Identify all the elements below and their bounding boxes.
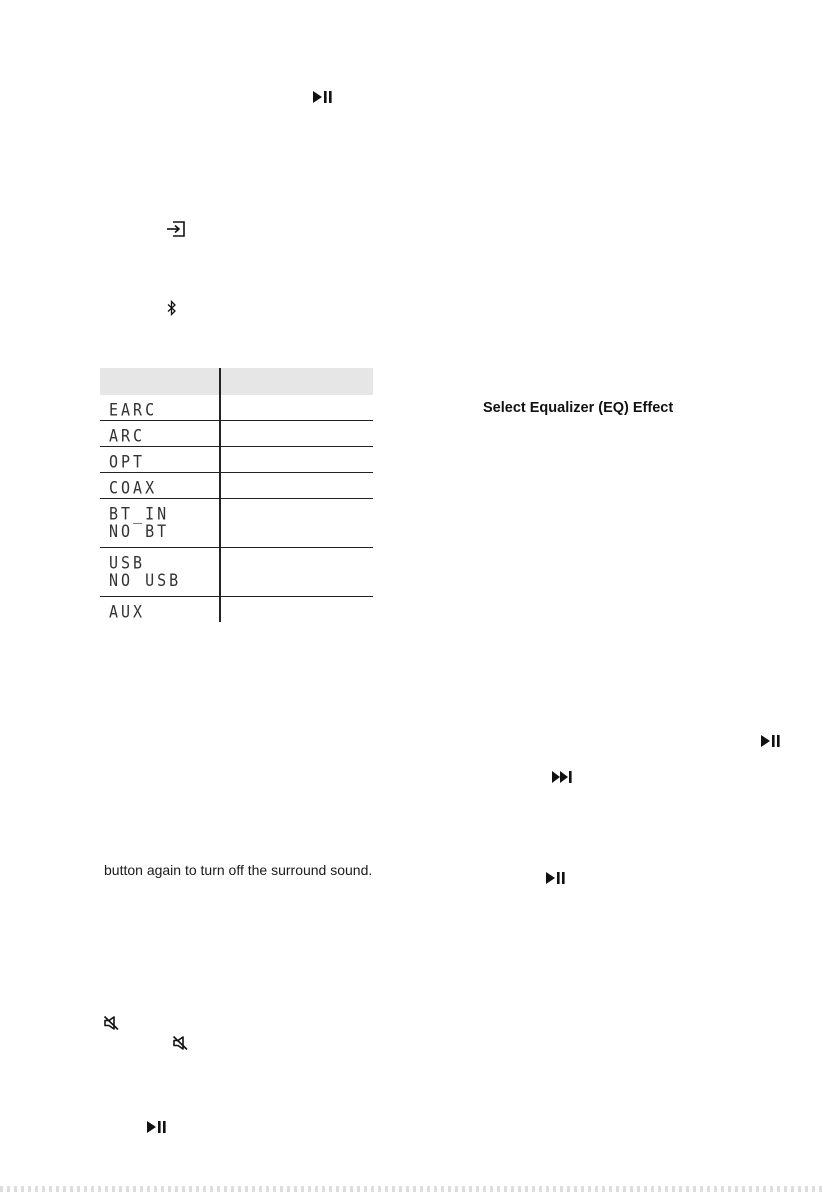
display-cell — [100, 447, 220, 473]
display-text: COAX — [109, 477, 158, 499]
input-source-icon — [166, 221, 186, 237]
display-text: USB — [109, 552, 146, 574]
bluetooth-icon — [166, 300, 178, 316]
display-text: ARC — [109, 425, 146, 447]
input-source-table — [100, 368, 373, 622]
display-text: EARC — [109, 399, 158, 421]
table-header-display — [100, 368, 220, 395]
mute-icon — [103, 1015, 121, 1031]
display-text: OPT — [109, 451, 146, 473]
table-row — [100, 395, 373, 421]
table-row — [100, 421, 373, 447]
table-row — [100, 473, 373, 499]
display-cell — [100, 597, 220, 623]
surround-sound-text: button again to turn off the surround sound. — [104, 862, 373, 878]
label-cell — [220, 548, 373, 597]
play-pause-icon — [146, 1120, 168, 1134]
display-cell — [100, 473, 220, 499]
label-cell — [220, 499, 373, 548]
eq-section-heading: Select Equalizer (EQ) Effect — [483, 400, 674, 416]
display-text: NO USB — [109, 570, 182, 591]
table-header-label — [220, 368, 373, 395]
play-pause-icon — [760, 734, 782, 748]
label-cell — [220, 421, 373, 447]
page-bottom-edge — [0, 1186, 823, 1192]
display-cell — [100, 548, 220, 597]
label-cell — [220, 473, 373, 499]
table-row — [100, 548, 373, 597]
display-cell — [100, 395, 220, 421]
display-text: BT_IN — [109, 503, 170, 525]
display-text: NO BT — [109, 521, 170, 542]
play-pause-icon — [312, 90, 334, 104]
table-header-row — [100, 368, 373, 395]
label-cell — [220, 447, 373, 473]
next-track-icon — [551, 770, 575, 784]
label-cell — [220, 597, 373, 623]
display-cell — [100, 499, 220, 548]
play-pause-icon — [545, 871, 567, 885]
display-cell — [100, 421, 220, 447]
label-cell — [220, 395, 373, 421]
table-row — [100, 447, 373, 473]
table-row — [100, 597, 373, 623]
display-text: AUX — [109, 601, 146, 623]
mute-icon — [172, 1035, 190, 1051]
table-row — [100, 499, 373, 548]
